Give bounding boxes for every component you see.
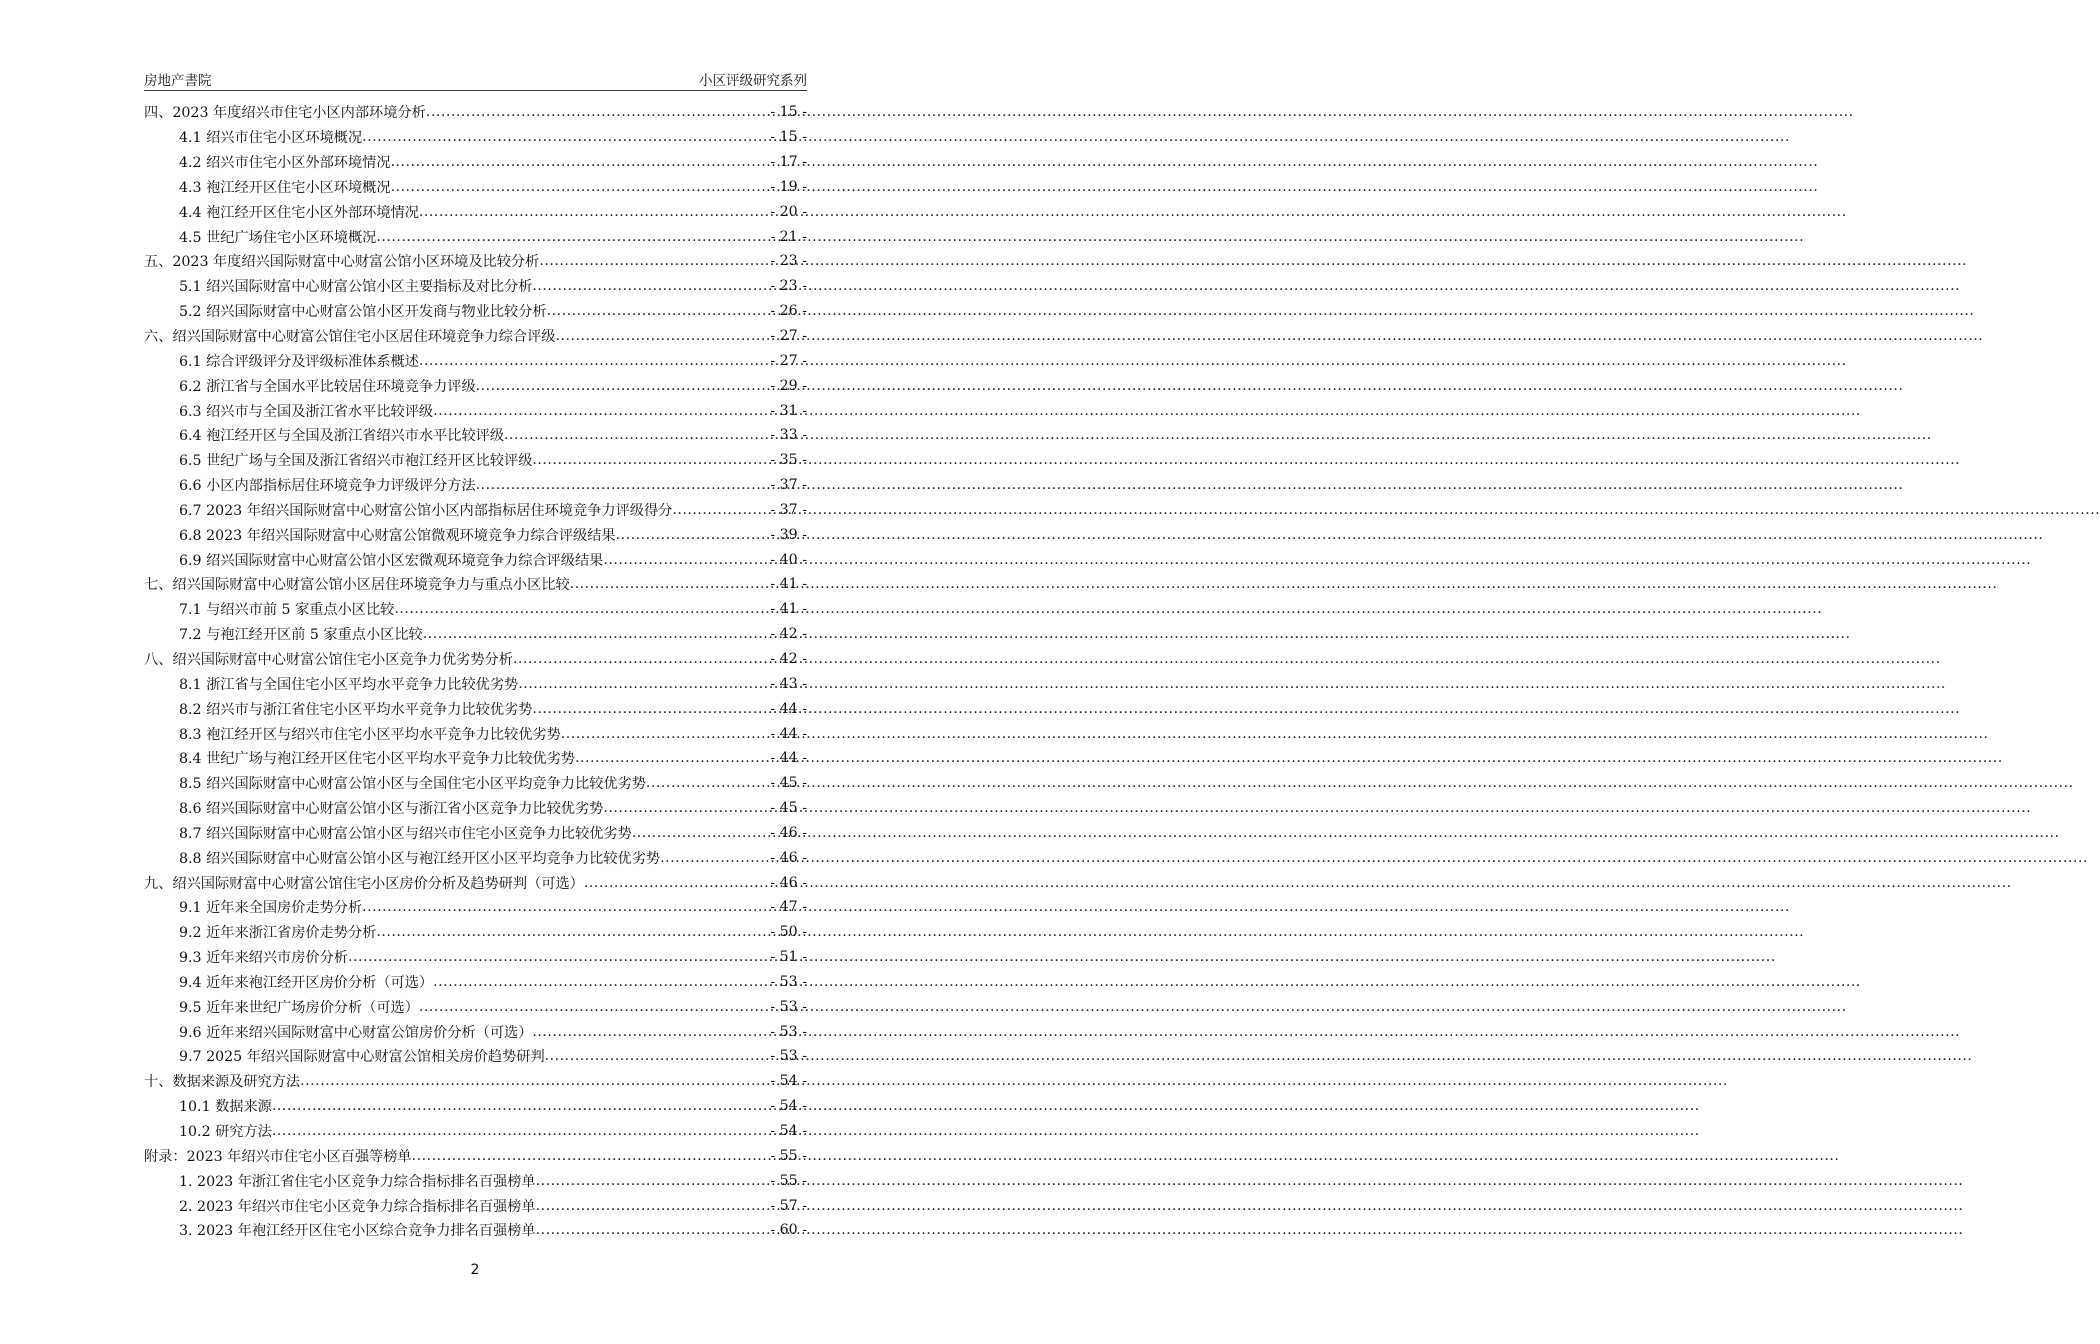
toc-entry-title: 9.5 近年来世纪广场房价分析（可选） bbox=[179, 999, 419, 1016]
toc-entry-page: - 15 - bbox=[770, 104, 807, 121]
toc-dot-leader bbox=[532, 278, 769, 294]
toc-entry-title: 8.7 绍兴国际财富中心财富公馆小区与绍兴市住宅小区竞争力比较优劣势 bbox=[179, 825, 632, 842]
toc-section-entry[interactable] bbox=[144, 771, 807, 796]
toc-entry-page: - 42 - bbox=[770, 650, 807, 667]
toc-section-entry[interactable] bbox=[144, 423, 807, 448]
toc-entry-title: 10.1 数据来源 bbox=[179, 1099, 272, 1116]
toc-dot-leader bbox=[584, 875, 770, 891]
toc-entry-title: 8.2 绍兴市与浙江省住宅小区平均水平竞争力比较优劣势 bbox=[179, 701, 533, 718]
toc-section-entry[interactable] bbox=[144, 448, 807, 473]
toc-chapter-entry[interactable] bbox=[144, 647, 807, 672]
toc-dot-leader bbox=[646, 775, 769, 791]
toc-dot-leader bbox=[394, 601, 769, 617]
toc-entry-page: - 45 - bbox=[770, 800, 807, 817]
toc-entry-title: 八、绍兴国际财富中心财富公馆住宅小区竞争力优劣势分析 bbox=[144, 651, 513, 668]
toc-entry-title: 1. 2023 年浙江省住宅小区竞争力综合指标排名百强榜单 bbox=[179, 1173, 536, 1190]
toc-dot-leader bbox=[603, 800, 769, 816]
toc-dot-leader bbox=[348, 949, 769, 965]
toc-section-entry[interactable] bbox=[144, 299, 807, 324]
toc-entry-title: 7.2 与袍江经开区前 5 家重点小区比较 bbox=[179, 627, 423, 644]
toc-entry-page: - 41 - bbox=[770, 576, 807, 593]
toc-dot-leader bbox=[476, 477, 770, 493]
toc-section-entry[interactable] bbox=[144, 498, 807, 523]
toc-section-entry[interactable] bbox=[144, 721, 807, 746]
toc-dot-leader bbox=[536, 1222, 770, 1238]
toc-dot-leader bbox=[391, 154, 770, 170]
toc-entry-page: - 47 - bbox=[770, 899, 807, 916]
toc-section-entry[interactable] bbox=[144, 622, 807, 647]
toc-entry-title: 9.7 2025 年绍兴国际财富中心财富公馆相关房价趋势研判 bbox=[179, 1049, 545, 1066]
toc-entry-title: 9.2 近年来浙江省房价走势分析 bbox=[179, 925, 377, 942]
toc-dot-leader bbox=[536, 1198, 770, 1214]
toc-entry-page: - 51 - bbox=[770, 949, 807, 966]
toc-entry-title: 6.2 浙江省与全国水平比较居住环境竞争力评级 bbox=[179, 378, 476, 395]
header-series: 小区评级研究系列 bbox=[699, 73, 807, 89]
toc-entry-page: - 44 - bbox=[770, 750, 807, 767]
toc-dot-leader bbox=[433, 403, 769, 419]
toc-entry-page: - 29 - bbox=[770, 377, 807, 394]
toc-section-entry[interactable] bbox=[144, 274, 807, 299]
toc-entry-page: - 19 - bbox=[770, 178, 807, 195]
toc-section-entry[interactable] bbox=[144, 1193, 807, 1218]
toc-section-entry[interactable] bbox=[144, 150, 807, 175]
toc-dot-leader bbox=[391, 179, 770, 195]
toc-chapter-entry[interactable] bbox=[144, 324, 807, 349]
toc-entry-title: 4.2 绍兴市住宅小区外部环境情况 bbox=[179, 155, 391, 172]
toc-dot-leader bbox=[561, 726, 770, 742]
toc-dot-leader bbox=[660, 850, 769, 866]
toc-dot-leader bbox=[570, 576, 770, 592]
toc-entry-title: 6.5 世纪广场与全国及浙江省绍兴市袍江经开区比较评级 bbox=[179, 453, 533, 470]
toc-entry-page: - 46 - bbox=[770, 874, 807, 891]
toc-dot-leader bbox=[423, 626, 770, 642]
toc-entry-title: 8.4 世纪广场与袍江经开区住宅小区平均水平竞争力比较优劣势 bbox=[179, 751, 575, 768]
toc-dot-leader bbox=[504, 427, 769, 443]
toc-section-entry[interactable] bbox=[144, 696, 807, 721]
toc-section-entry[interactable] bbox=[144, 473, 807, 498]
toc-dot-leader bbox=[272, 1123, 769, 1139]
toc-dot-leader bbox=[362, 899, 769, 915]
toc-dot-leader bbox=[616, 527, 770, 543]
toc-entry-page: - 40 - bbox=[770, 551, 807, 568]
toc-section-entry[interactable] bbox=[144, 970, 807, 995]
toc-section-entry[interactable] bbox=[144, 373, 807, 398]
toc-dot-leader bbox=[539, 253, 769, 269]
toc-dot-leader bbox=[433, 974, 769, 990]
toc-entry-page: - 54 - bbox=[770, 1098, 807, 1115]
toc-entry-title: 6.9 绍兴国际财富中心财富公馆小区宏微观环境竞争力综合评级结果 bbox=[179, 552, 604, 569]
toc-entry-page: - 44 - bbox=[770, 700, 807, 717]
toc-entry-page: - 57 - bbox=[770, 1197, 807, 1214]
toc-chapter-entry[interactable] bbox=[144, 100, 807, 125]
toc-entry-title: 九、绍兴国际财富中心财富公馆住宅小区房价分析及趋势研判（可选） bbox=[144, 875, 584, 892]
toc-section-entry[interactable] bbox=[144, 920, 807, 945]
toc-section-entry[interactable] bbox=[144, 522, 807, 547]
toc-section-entry[interactable] bbox=[144, 820, 807, 845]
toc-entry-title: 5.2 绍兴国际财富中心财富公馆小区开发商与物业比较分析 bbox=[179, 304, 547, 321]
toc-entry-page: - 45 - bbox=[770, 775, 807, 792]
toc-chapter-entry[interactable] bbox=[144, 1069, 807, 1094]
toc-entry-title: 七、绍兴国际财富中心财富公馆小区居住环境竞争力与重点小区比较 bbox=[144, 577, 570, 594]
page-number: 2 bbox=[470, 1262, 480, 1278]
toc-entry-page: - 39 - bbox=[770, 526, 807, 543]
toc-entry-page: - 21 - bbox=[770, 228, 807, 245]
toc-section-entry[interactable] bbox=[144, 1119, 807, 1144]
toc-dot-leader bbox=[532, 452, 769, 468]
toc-entry-page: - 44 - bbox=[770, 725, 807, 742]
toc-section-entry[interactable] bbox=[144, 348, 807, 373]
toc-entry-page: - 37 - bbox=[770, 477, 807, 494]
toc-dot-leader bbox=[575, 750, 769, 766]
toc-dot-leader bbox=[532, 701, 769, 717]
toc-section-entry[interactable] bbox=[144, 1218, 807, 1243]
toc-entry-page: - 46 - bbox=[770, 824, 807, 841]
toc-section-entry[interactable] bbox=[144, 746, 807, 771]
toc-entry-title: 4.5 世纪广场住宅小区环境概况 bbox=[179, 229, 377, 246]
toc-section-entry[interactable] bbox=[144, 994, 807, 1019]
toc-section-entry[interactable] bbox=[144, 125, 807, 150]
toc-dot-leader bbox=[426, 104, 770, 120]
toc-entry-title: 6.7 2023 年绍兴国际财富中心财富公馆小区内部指标居住环境竞争力评级得分 bbox=[179, 502, 673, 519]
toc-entry-title: 6.1 综合评级评分及评级标准体系概述 bbox=[179, 353, 419, 370]
toc-section-entry[interactable] bbox=[144, 845, 807, 870]
toc-chapter-entry[interactable] bbox=[144, 249, 807, 274]
toc-entry-title: 8.8 绍兴国际财富中心财富公馆小区与袍江经开区小区平均竞争力比较优劣势 bbox=[179, 850, 661, 867]
toc-section-entry[interactable] bbox=[144, 1094, 807, 1119]
toc-entry-page: - 23 - bbox=[770, 253, 807, 270]
toc-entry-title: 6.4 袍江经开区与全国及浙江省绍兴市水平比较评级 bbox=[179, 428, 505, 445]
toc-dot-leader bbox=[476, 378, 770, 394]
toc-entry-title: 4.3 袍江经开区住宅小区环境概况 bbox=[179, 179, 391, 196]
toc-entry-page: - 33 - bbox=[770, 427, 807, 444]
toc-entry-page: - 23 - bbox=[770, 278, 807, 295]
toc-entry-title: 3. 2023 年袍江经开区住宅小区综合竞争力排名百强榜单 bbox=[179, 1223, 536, 1240]
toc-chapter-entry[interactable] bbox=[144, 572, 807, 597]
toc-section-entry[interactable] bbox=[144, 547, 807, 572]
toc-entry-page: - 50 - bbox=[770, 924, 807, 941]
toc-dot-leader bbox=[672, 502, 769, 518]
toc-dot-leader bbox=[412, 1148, 770, 1164]
toc-entry-title: 9.3 近年来绍兴市房价分析 bbox=[179, 950, 348, 967]
toc-dot-leader bbox=[545, 1048, 770, 1064]
toc-section-entry[interactable] bbox=[144, 175, 807, 200]
toc-entry-title: 四、2023 年度绍兴市住宅小区内部环境分析 bbox=[144, 105, 426, 122]
toc-entry-title: 六、绍兴国际财富中心财富公馆住宅小区居住环境竞争力综合评级 bbox=[144, 329, 556, 346]
toc-entry-page: - 55 - bbox=[770, 1147, 807, 1164]
toc-entry-title: 5.1 绍兴国际财富中心财富公馆小区主要指标及对比分析 bbox=[179, 279, 533, 296]
toc-section-entry[interactable] bbox=[144, 1019, 807, 1044]
toc-entry-page: - 55 - bbox=[770, 1172, 807, 1189]
toc-entry-page: - 53 - bbox=[770, 998, 807, 1015]
toc-entry-title: 10.2 研究方法 bbox=[179, 1124, 272, 1141]
toc-entry-page: - 53 - bbox=[770, 1023, 807, 1040]
toc-entry-page: - 20 - bbox=[770, 203, 807, 220]
toc-dot-leader bbox=[532, 1024, 769, 1040]
toc-entry-title: 9.1 近年来全国房价走势分析 bbox=[179, 900, 363, 917]
toc-section-entry[interactable] bbox=[144, 597, 807, 622]
toc-entry-title: 6.3 绍兴市与全国及浙江省水平比较评级 bbox=[179, 403, 434, 420]
header-publisher: 房地产書院 bbox=[144, 73, 212, 89]
toc-dot-leader bbox=[362, 129, 769, 145]
toc-entry-title: 十、数据来源及研究方法 bbox=[144, 1074, 301, 1091]
toc-entry-title: 五、2023 年度绍兴国际财富中心财富公馆小区环境及比较分析 bbox=[144, 254, 540, 271]
toc-entry-page: - 35 - bbox=[770, 452, 807, 469]
toc-entry-page: - 54 - bbox=[770, 1123, 807, 1140]
toc-dot-leader bbox=[555, 328, 769, 344]
toc-entry-title: 9.6 近年来绍兴国际财富中心财富公馆房价分析（可选） bbox=[179, 1024, 533, 1041]
page-header bbox=[144, 68, 807, 91]
toc-dot-leader bbox=[632, 825, 770, 841]
toc-section-entry[interactable] bbox=[144, 945, 807, 970]
toc-entry-page: - 42 - bbox=[770, 626, 807, 643]
toc-entry-page: - 53 - bbox=[770, 1048, 807, 1065]
toc-section-entry[interactable] bbox=[144, 1044, 807, 1069]
toc-entry-page: - 41 - bbox=[770, 601, 807, 618]
toc-section-entry[interactable] bbox=[144, 224, 807, 249]
toc-entry-title: 7.1 与绍兴市前 5 家重点小区比较 bbox=[179, 602, 395, 619]
toc-dot-leader bbox=[300, 1073, 769, 1089]
toc-entry-page: - 17 - bbox=[770, 154, 807, 171]
toc-dot-leader bbox=[603, 552, 769, 568]
toc-section-entry[interactable] bbox=[144, 398, 807, 423]
toc-entry-page: - 27 - bbox=[770, 328, 807, 345]
toc-entry-title: 9.4 近年来袍江经开区房价分析（可选） bbox=[179, 974, 434, 991]
toc-chapter-entry[interactable] bbox=[144, 1143, 807, 1168]
toc-section-entry[interactable] bbox=[144, 796, 807, 821]
toc-entry-page: - 54 - bbox=[770, 1073, 807, 1090]
toc-entry-title: 8.5 绍兴国际财富中心财富公馆小区与全国住宅小区平均竞争力比较优劣势 bbox=[179, 776, 646, 793]
toc-entry-title: 4.1 绍兴市住宅小区环境概况 bbox=[179, 130, 363, 147]
toc-entry-title: 8.1 浙江省与全国住宅小区平均水平竞争力比较优劣势 bbox=[179, 676, 519, 693]
toc-dot-leader bbox=[376, 924, 769, 940]
toc-entry-page: - 43 - bbox=[770, 675, 807, 692]
toc-dot-leader bbox=[419, 999, 769, 1015]
table-of-contents bbox=[144, 100, 807, 1243]
toc-entry-title: 6.6 小区内部指标居住环境竞争力评级评分方法 bbox=[179, 478, 476, 495]
toc-entry-page: - 46 - bbox=[770, 849, 807, 866]
toc-dot-leader bbox=[272, 1098, 769, 1114]
toc-entry-title: 2. 2023 年绍兴市住宅小区竞争力综合指标排名百强榜单 bbox=[179, 1198, 536, 1215]
toc-entry-page: - 15 - bbox=[770, 129, 807, 146]
toc-entry-page: - 27 - bbox=[770, 352, 807, 369]
toc-entry-page: - 37 - bbox=[770, 501, 807, 518]
toc-dot-leader bbox=[536, 1173, 770, 1189]
toc-dot-leader bbox=[376, 229, 769, 245]
toc-dot-leader bbox=[419, 353, 769, 369]
toc-entry-page: - 26 - bbox=[770, 303, 807, 320]
toc-section-entry[interactable] bbox=[144, 199, 807, 224]
toc-entry-title: 6.8 2023 年绍兴国际财富中心财富公馆微观环境竞争力综合评级结果 bbox=[179, 527, 616, 544]
toc-dot-leader bbox=[513, 651, 769, 667]
toc-entry-page: - 31 - bbox=[770, 402, 807, 419]
toc-entry-title: 4.4 袍江经开区住宅小区外部环境情况 bbox=[179, 204, 419, 221]
toc-entry-title: 8.3 袍江经开区与绍兴市住宅小区平均水平竞争力比较优劣势 bbox=[179, 726, 561, 743]
toc-entry-page: - 60 - bbox=[770, 1222, 807, 1239]
toc-dot-leader bbox=[419, 204, 769, 220]
toc-entry-title: 附录：2023 年绍兴市住宅小区百强等榜单 bbox=[144, 1148, 412, 1165]
toc-dot-leader bbox=[518, 676, 769, 692]
toc-chapter-entry[interactable] bbox=[144, 870, 807, 895]
toc-entry-title: 8.6 绍兴国际财富中心财富公馆小区与浙江省小区竞争力比较优劣势 bbox=[179, 801, 604, 818]
toc-section-entry[interactable] bbox=[144, 895, 807, 920]
toc-section-entry[interactable] bbox=[144, 671, 807, 696]
toc-section-entry[interactable] bbox=[144, 1168, 807, 1193]
toc-entry-page: - 53 - bbox=[770, 973, 807, 990]
toc-dot-leader bbox=[547, 303, 770, 319]
